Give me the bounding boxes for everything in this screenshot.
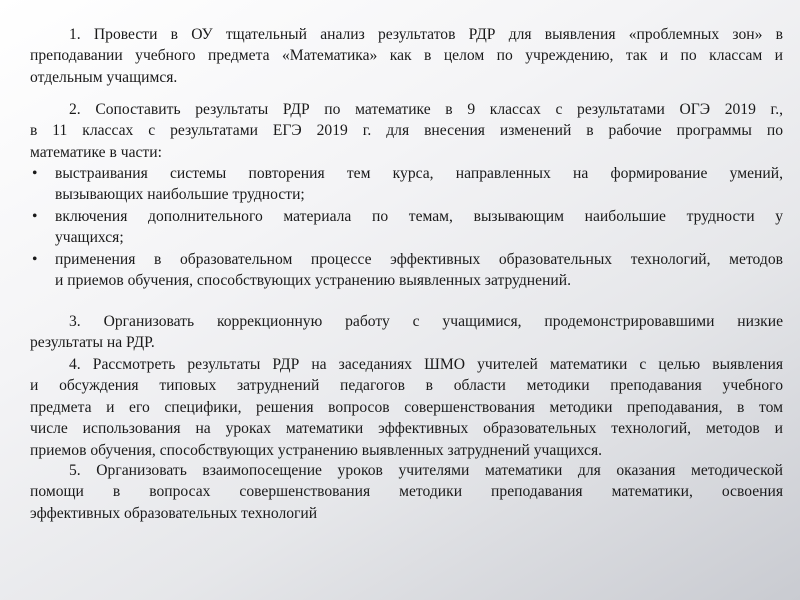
text-line: числе использования на уроках математики эффективных образовательных технологий, методов и: [30, 420, 783, 438]
text-line: отдельным учащимся.: [30, 68, 178, 86]
text-line: в 11 классах с результатами ЕГЭ 2019 г. для внесения изменений в рабочие программы по: [30, 122, 783, 140]
text-line: результаты на РДР.: [30, 334, 155, 352]
text-line: предмета и его специфики, решения вопросов совершенствования методики преподавания, в том: [30, 398, 783, 416]
bullet-icon: •: [32, 207, 38, 225]
text-line: 2. Сопоставить результаты РДР по математике в 9 классах с результатами ОГЭ 2019 г.,: [69, 101, 783, 118]
text-line: и обсуждения типовых затруднений педагогов в области методики преподавания учебного: [30, 377, 783, 395]
paragraph-2: [30, 99, 783, 163]
paragraph-4: [30, 354, 783, 461]
bullet-item: [30, 249, 783, 292]
text-line: эффективных образовательных технологий: [30, 504, 318, 522]
text-line: учащихся;: [55, 229, 124, 247]
text-line: 3. Организовать коррекционную работу с учащимися, продемонстрировавшими низкие: [69, 313, 783, 330]
text-line: математике в части:: [30, 143, 162, 161]
text-line: вызывающих наибольшие трудности;: [55, 186, 305, 204]
text-line: 5. Организовать взаимопосещение уроков учителями математики для оказания методической: [69, 462, 783, 479]
text-line: и приемов обучения, способствующих устранению выявленных затруднений.: [55, 272, 572, 290]
text-line: выстраивания системы повторения тем курса, направленных на формирование умений,: [55, 165, 783, 182]
text-line: включения дополнительного материала по темам, вызывающим наибольшие трудности у: [55, 207, 783, 225]
text-line: применения в образовательном процессе эффективных образовательных технологий, методов: [55, 250, 783, 268]
text-line: 1. Провести в ОУ тщательный анализ результатов РДР для выявления «проблемных зон» в: [69, 26, 783, 43]
paragraph-5: [30, 460, 783, 524]
text-line: приемов обучения, способствующих устранению выявленных затруднений учащихся.: [30, 441, 603, 459]
paragraph-3: [30, 311, 783, 354]
bullet-icon: •: [32, 165, 38, 182]
bullet-item: [30, 206, 783, 249]
bullet-item: [30, 163, 783, 206]
text-line: преподавании учебного предмета «Математика» как в целом по учреждению, так и по классам и: [30, 47, 783, 65]
text-line: 4. Рассмотреть результаты РДР на заседаниях ШМО учителей математики с целью выявления: [69, 356, 783, 373]
bullet-list: [30, 163, 783, 291]
text-line: помощи в вопросах совершенствования методики преподавания математики, освоения: [30, 483, 783, 501]
bullet-icon: •: [32, 250, 38, 268]
paragraph-1: [30, 24, 783, 88]
